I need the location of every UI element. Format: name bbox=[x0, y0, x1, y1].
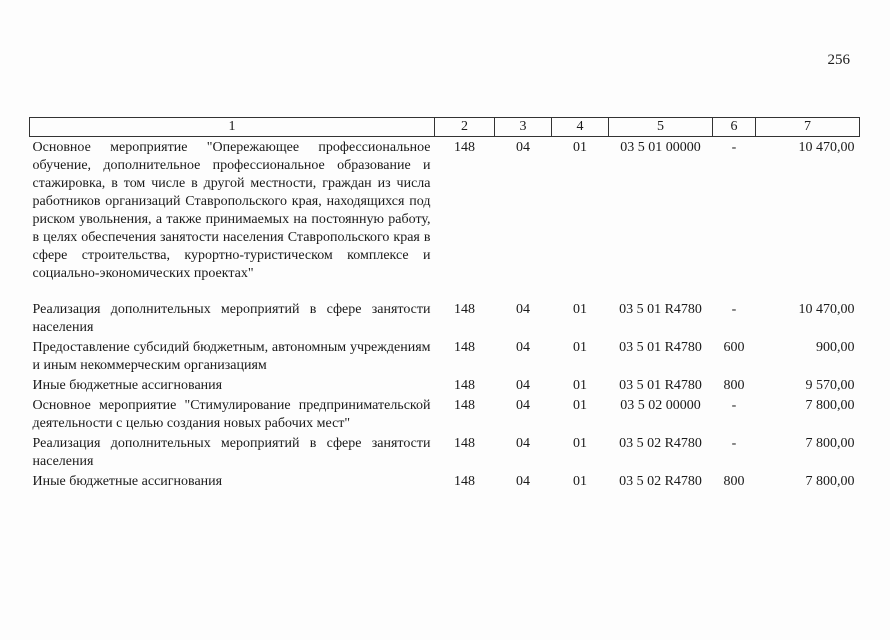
expense-type-cell: 800 bbox=[723, 378, 745, 393]
target-article-cell: 03 5 01 00000 bbox=[620, 140, 701, 155]
budget-table bbox=[29, 117, 860, 492]
ministry-code-cell: 148 bbox=[454, 398, 475, 413]
column-header: 1 bbox=[30, 118, 435, 137]
table-row bbox=[30, 396, 860, 434]
header-row bbox=[30, 118, 860, 137]
item-name-cell: Иные бюджетные ассигнования bbox=[32, 378, 223, 393]
section-code-cell: 04 bbox=[516, 436, 530, 451]
ministry-code-cell: 148 bbox=[454, 340, 475, 355]
table-row bbox=[30, 338, 860, 376]
subsection-code-cell: 01 bbox=[573, 436, 587, 451]
target-article-cell: 03 5 01 R4780 bbox=[619, 302, 702, 317]
item-name-cell: Реализация дополнительных мероприятий в сфере занятости населения bbox=[32, 302, 431, 335]
target-article-cell: 03 5 02 R4780 bbox=[619, 474, 702, 489]
ministry-code-cell: 148 bbox=[454, 474, 475, 489]
target-article-cell: 03 5 01 R4780 bbox=[619, 340, 702, 355]
ministry-code-cell: 148 bbox=[454, 140, 475, 155]
section-code-cell: 04 bbox=[516, 340, 530, 355]
page-number: 256 bbox=[827, 52, 850, 68]
column-header: 4 bbox=[552, 118, 609, 137]
column-header: 6 bbox=[713, 118, 756, 137]
item-name-cell: Основное мероприятие "Стимулирование предпринимательской деятельности с целью создания новых рабочих мест" bbox=[32, 398, 431, 431]
section-code-cell: 04 bbox=[516, 140, 530, 155]
target-article-cell: 03 5 02 00000 bbox=[620, 398, 701, 413]
column-header: 2 bbox=[435, 118, 495, 137]
column-header: 5 bbox=[609, 118, 713, 137]
amount-cell: 10 470,00 bbox=[798, 302, 855, 317]
subsection-code-cell: 01 bbox=[573, 398, 587, 413]
ministry-code-cell: 148 bbox=[454, 378, 475, 393]
subsection-code-cell: 01 bbox=[573, 474, 587, 489]
table-row bbox=[30, 137, 860, 301]
expense-type-cell: - bbox=[731, 140, 737, 155]
section-code-cell: 04 bbox=[516, 302, 530, 317]
target-article-cell: 03 5 02 R4780 bbox=[619, 436, 702, 451]
table-row bbox=[30, 434, 860, 472]
amount-cell: 9 570,00 bbox=[805, 378, 855, 393]
table-row bbox=[30, 472, 860, 492]
section-code-cell: 04 bbox=[516, 378, 530, 393]
column-header: 7 bbox=[756, 118, 860, 137]
item-name-cell: Основное мероприятие "Опережающее профессиональное обучение, дополнительное профессиональное образование и стажировка, в том числе в другой местности, граждан из числа работников организаций Ставропольского края, находящихся под риском увольнения, а также принимаемых на постоянную работу, в целях обеспечения занятости населения Ставропольского края в сфере строительства, курортно-туристическом комплексе и социально-экономических проектах" bbox=[32, 140, 431, 281]
subsection-code-cell: 01 bbox=[573, 378, 587, 393]
section-code-cell: 04 bbox=[516, 398, 530, 413]
amount-cell: 900,00 bbox=[816, 340, 855, 355]
item-name-cell: Реализация дополнительных мероприятий в сфере занятости населения bbox=[32, 436, 431, 469]
ministry-code-cell: 148 bbox=[454, 436, 475, 451]
subsection-code-cell: 01 bbox=[573, 302, 587, 317]
amount-cell: 7 800,00 bbox=[805, 474, 855, 489]
section-code-cell: 04 bbox=[516, 474, 530, 489]
target-article-cell: 03 5 01 R4780 bbox=[619, 378, 702, 393]
column-header: 3 bbox=[495, 118, 552, 137]
expense-type-cell: - bbox=[731, 302, 737, 317]
amount-cell: 7 800,00 bbox=[805, 398, 855, 413]
item-name-cell: Предоставление субсидий бюджетным, автономным учреждениям и иным некоммерческим организациям bbox=[32, 340, 431, 373]
amount-cell: 10 470,00 bbox=[798, 140, 855, 155]
expense-type-cell: - bbox=[731, 398, 737, 413]
ministry-code-cell: 148 bbox=[454, 302, 475, 317]
subsection-code-cell: 01 bbox=[573, 340, 587, 355]
expense-type-cell: 800 bbox=[723, 474, 745, 489]
subsection-code-cell: 01 bbox=[573, 140, 587, 155]
table-row bbox=[30, 376, 860, 396]
expense-type-cell: - bbox=[731, 436, 737, 451]
table-row bbox=[30, 300, 860, 338]
item-name-cell: Иные бюджетные ассигнования bbox=[32, 474, 223, 489]
expense-type-cell: 600 bbox=[723, 340, 745, 355]
amount-cell: 7 800,00 bbox=[805, 436, 855, 451]
